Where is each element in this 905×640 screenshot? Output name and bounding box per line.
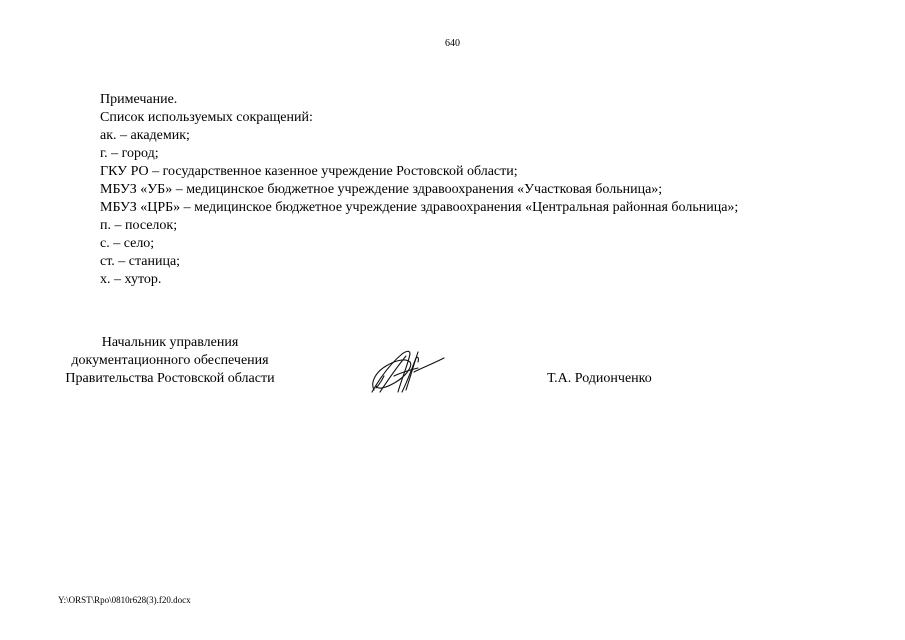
abbreviations-note (100, 91, 738, 289)
note-heading: Примечание. (100, 92, 178, 107)
abbreviation-item: п. – поселок; (100, 218, 178, 233)
file-path: Y:\ORST\Rpo\0810r628(3).f20.docx (58, 595, 191, 605)
abbreviation-item: ст. – станица; (100, 254, 181, 269)
abbreviation-item: МБУЗ «ЦРБ» – медицинское бюджетное учреждение здравоохранения «Центральная районная больница»; (100, 200, 739, 215)
abbreviation-item: х. – хутор. (100, 272, 162, 287)
page-number: 640 (445, 38, 460, 49)
handwritten-signature-icon (366, 346, 448, 396)
abbreviation-item: ГКУ РО – государственное казенное учреждение Ростовской области; (100, 164, 518, 179)
signer-position-line: Начальник управления (101, 335, 239, 350)
signer-position-line: документационного обеспечения (71, 353, 269, 368)
abbreviation-item: с. – село; (100, 236, 155, 251)
abbreviation-item: г. – город; (100, 146, 159, 161)
signer-name: Т.А. Родионченко (547, 371, 652, 386)
signer-position (50, 334, 290, 388)
abbreviation-item: МБУЗ «УБ» – медицинское бюджетное учреждение здравоохранения «Участковая больница»; (100, 182, 663, 197)
note-intro: Список используемых сокращений: (100, 110, 313, 125)
signer-position-line: Правительства Ростовской области (65, 371, 275, 386)
abbreviation-item: ак. – академик; (100, 128, 190, 143)
